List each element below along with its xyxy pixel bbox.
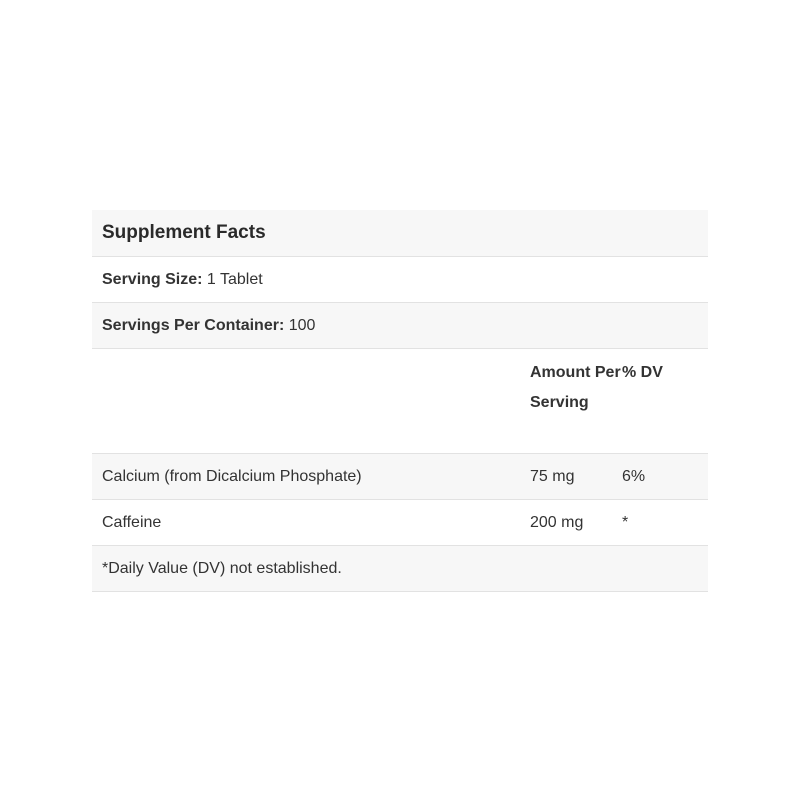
serving-size-label: Serving Size: [102,270,203,288]
supplement-facts-title-row [92,210,708,257]
ingredient-dv: 6% [622,467,646,485]
supplement-facts-table [92,210,708,592]
ingredient-name: Caffeine [102,513,162,531]
supplement-facts-title: Supplement Facts [102,222,266,243]
servings-per-container-row [92,303,708,349]
footnote-text: *Daily Value (DV) not established. [102,559,342,577]
ingredient-amount: 75 mg [530,467,575,485]
table-row [92,500,708,546]
servings-per-container-label: Servings Per Container: [102,316,285,334]
serving-size-row [92,257,708,303]
footnote-row [92,546,708,592]
serving-size-value: 1 Tablet [202,270,263,288]
servings-per-container-value: 100 [284,316,316,334]
percent-dv-column-header: % DV [622,364,663,381]
column-header-row [92,349,708,454]
table-row [92,454,708,500]
amount-per-serving-column-header: Amount Per Serving [530,364,621,411]
ingredient-name: Calcium (from Dicalcium Phosphate) [102,467,362,485]
ingredient-amount: 200 mg [530,513,584,531]
ingredient-dv: * [622,513,629,531]
